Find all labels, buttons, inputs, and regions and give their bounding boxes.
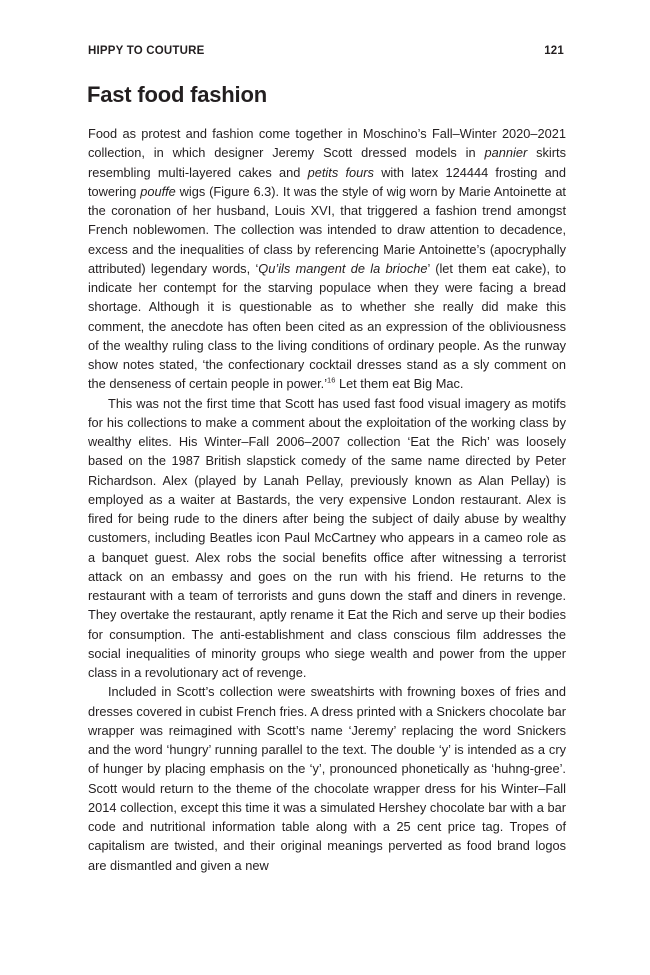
text-run: with latex 124444 frosting and towering [88, 164, 566, 199]
text-run: ’ (let them eat cake), to indicate her contempt for the starving populace when they were facing a bread shortage. Although it is questionable as to whether she really did make this comment, the anecdote has often been cited as an expression of the obliviousness of the wealthy ruling class to the living conditions of ordinary people. As the runway show notes stated, ‘the confectionary cocktail dresses stand as a sly comment on the denseness of certain people in power.’ [88, 260, 566, 392]
text-run: Let them eat Big Mac. [335, 376, 464, 392]
italic-text: pouffe [140, 183, 176, 199]
body-paragraph [88, 682, 566, 875]
section-title: Fast food fashion [87, 82, 267, 107]
italic-text: pannier [484, 145, 528, 161]
italic-text: Qu’ils mangent de la brioche [258, 260, 428, 276]
text-run: Food as protest and fashion come together in Moschino’s Fall–Winter 2020–2021 collection, in which designer Jeremy Scott dressed models in [88, 126, 566, 161]
footnote-reference: 16 [327, 375, 336, 385]
body-paragraph [88, 124, 566, 394]
text-run: This was not the first time that Scott has used fast food visual imagery as motifs for his collections to make a comment about the exploitation of the working class by wealthy elites. His Winter–Fall 2006–2007 collection ‘Eat the Rich’ was loosely based on the 1987 British slapstick comedy of the same name directed by Peter Richardson. Alex (played by Lanah Pellay, previously known as Alan Pellay) is employed as a waiter at Bastards, the very expensive London restaurant. Alex is fired for being rude to the diners after being the subject of daily abuse by wealthy customers, including Beatles icon Paul McCartney who appears in a cameo role as a banquet guest. Alex robs the social benefits office after witnessing a terrorist attack on an embassy and goes on the run with his friend. He returns to the restaurant with a team of terrorists and guns down the staff and diners in revenge. They overtake the restaurant, aptly rename it Eat the Rich and serve up their bodies for consumption. The anti-establishment and class conscious film addresses the social inequalities of minority groups who siege wealth and power from the upper class in a revolutionary act of revenge. [88, 395, 566, 680]
body-text [88, 124, 566, 875]
text-run: Included in Scott’s collection were sweatshirts with frowning boxes of fries and dresses covered in cubist French fries. A dress printed with a Snickers chocolate bar wrapper was reimagined with Scott’s name ‘Jeremy’ replacing the word Snickers and the word ‘hungry’ running parallel to the text. The double ‘y’ is intended as a cry of hunger by placing emphasis on the ‘y’, pronounced phonetically as ‘huhng-gree’. Scott would return to the theme of the chocolate wrapper dress for his Winter–Fall 2014 collection, except this time it was a simulated Hershey chocolate bar with a bar code and nutritional information table along with a 25 cent price tag. Tropes of capitalism are twisted, and their original meanings perverted as food brand logos are dismantled and given a new [88, 684, 566, 873]
italic-text: petits fours [307, 164, 374, 180]
text-run: wigs (Figure 6.3). It was the style of wig worn by Marie Antoinette at the coronation of her husband, Louis XVI, that triggered a fashion trend amongst French noblewomen. The collection was intended to draw attention to decadence, excess and the inequalities of class by referencing Marie Antoinette’s (apocryphally attributed) legendary words, ‘ [88, 183, 566, 276]
running-head-chapter: HIPPY TO COUTURE [88, 45, 205, 57]
page-number: 121 [544, 45, 564, 57]
text-run: skirts resembling multi-layered cakes and [88, 145, 566, 180]
body-paragraph [88, 394, 566, 683]
running-head [88, 45, 564, 57]
